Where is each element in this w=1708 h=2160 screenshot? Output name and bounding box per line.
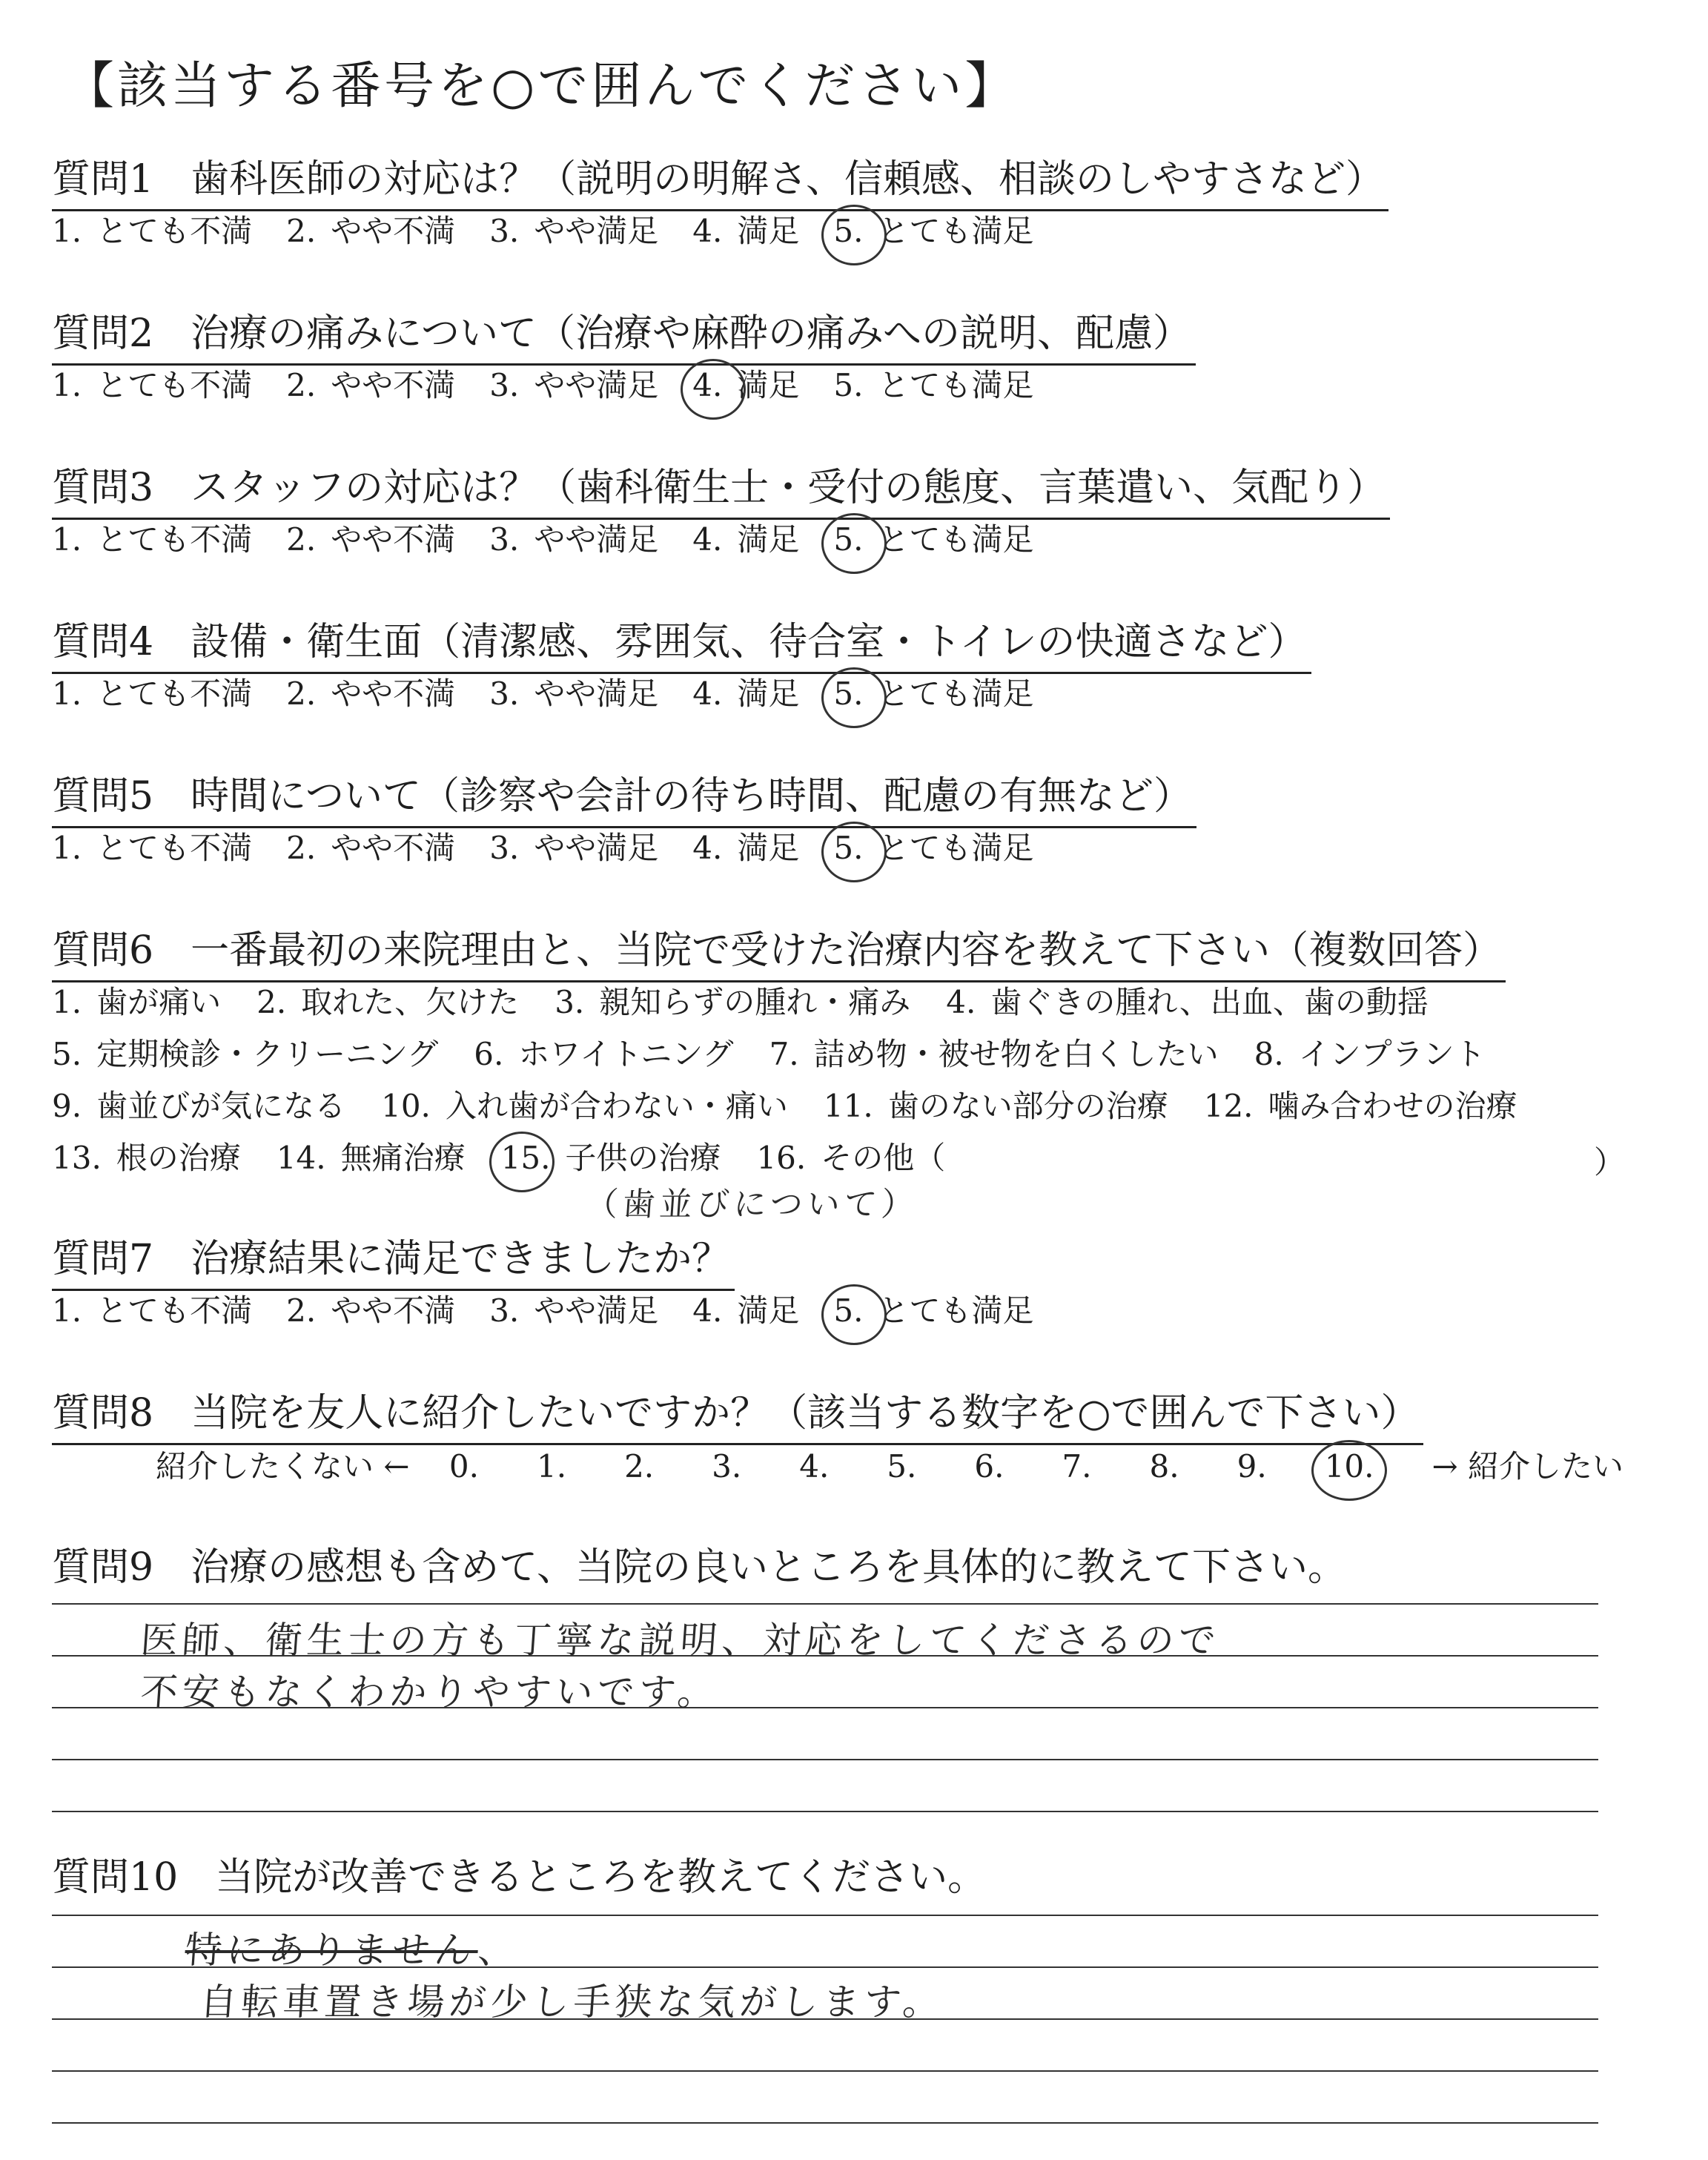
- option-number: 4.: [692, 830, 723, 866]
- question-5-heading: [52, 770, 1196, 828]
- reason-option: [52, 1137, 241, 1179]
- scale-option-3: [489, 1290, 658, 1332]
- option-label: やや不満: [331, 830, 456, 866]
- option-label: 親知らずの腫れ・痛み: [599, 984, 911, 1020]
- scale-option-4-circled: [692, 365, 799, 406]
- answer-line: [52, 1915, 1598, 1916]
- option-label: 入れ歯が合わない・痛い: [445, 1088, 788, 1124]
- option-label: とても満足: [878, 367, 1034, 403]
- scale-number-4: [799, 1446, 844, 1487]
- option-number: 13.: [52, 1140, 102, 1176]
- scale-number-7: [1062, 1446, 1106, 1487]
- option-label: 歯並びが気になる: [96, 1088, 346, 1124]
- option-number: 9.: [52, 1088, 82, 1124]
- option-label: 満足: [737, 521, 800, 558]
- option-label: やや不満: [331, 367, 456, 403]
- handwritten-answer-q9-line1: 医師、衛生士の方も丁寧な説明、対応をしてくださるので: [139, 1619, 1222, 1662]
- option-number: 2.: [624, 1448, 655, 1484]
- scale-number-1: [537, 1446, 581, 1487]
- option-label: とても不満: [96, 213, 253, 249]
- answer-line: [52, 1707, 1598, 1708]
- option-label: 歯が痛い: [96, 984, 222, 1020]
- reason-option: [52, 982, 221, 1023]
- reason-option: [1204, 1086, 1517, 1127]
- option-number: 0.: [448, 1448, 479, 1484]
- question-number: 質問8: [52, 1391, 154, 1436]
- option-number: 1.: [52, 830, 82, 866]
- question-text: 治療の痛みについて（治療や麻酔の痛みへの説明、配慮）: [191, 311, 1192, 356]
- option-number: 2.: [286, 521, 317, 558]
- handwritten-answer-q10-line2: 自転車置き場が少し手狭な気がします。: [198, 1981, 946, 2024]
- option-label: 噛み合わせの治療: [1268, 1088, 1517, 1124]
- option-number: 5.: [833, 519, 863, 561]
- option-label: ホワイトニング: [518, 1036, 734, 1072]
- option-number: 2.: [256, 984, 287, 1020]
- option-number: 5.: [833, 211, 863, 252]
- option-number: 3.: [489, 830, 520, 866]
- option-number: 5.: [887, 1448, 917, 1484]
- option-number: 3.: [489, 213, 520, 249]
- option-label: とても不満: [96, 1292, 253, 1329]
- scale-option-5: [833, 365, 1033, 406]
- question-number: 質問3: [52, 466, 154, 510]
- option-number: 2.: [286, 1292, 317, 1329]
- question-7-options: [52, 1290, 1068, 1332]
- reason-option: [946, 982, 1429, 1023]
- reason-option: [256, 982, 519, 1023]
- scale-option-4: [692, 519, 799, 561]
- instruction-title: 【該当する番号を○で囲んでください】: [64, 57, 1019, 116]
- option-number: 9.: [1237, 1448, 1267, 1484]
- reason-option-circled: [501, 1137, 721, 1179]
- struck-tail: 、: [476, 1929, 521, 1972]
- option-number: 4.: [799, 1448, 830, 1484]
- option-label: 子供の治療: [565, 1140, 721, 1176]
- option-number: 5.: [833, 673, 863, 715]
- scale-option-4: [692, 1290, 799, 1332]
- question-6-options-row-4: [52, 1137, 981, 1179]
- scale-option-2: [286, 211, 455, 252]
- scale-left-label: 紹介したくない ←: [156, 1448, 410, 1484]
- option-number: 4.: [692, 676, 723, 712]
- question-5-options: [52, 828, 1068, 869]
- answer-line: [52, 1655, 1598, 1657]
- option-label: 満足: [737, 213, 800, 249]
- option-label: やや満足: [534, 367, 659, 403]
- question-6-options-row-2: [52, 1034, 1521, 1075]
- option-label: とても不満: [96, 830, 253, 866]
- option-label: やや満足: [534, 1292, 659, 1329]
- question-3-heading: [52, 461, 1390, 520]
- question-1-heading: [52, 153, 1388, 211]
- scale-option-1: [52, 211, 252, 252]
- scale-option-4: [692, 673, 799, 715]
- reason-option: [1254, 1034, 1486, 1075]
- option-label: とても満足: [878, 1292, 1034, 1329]
- option-number: 1.: [52, 367, 82, 403]
- scale-number-9: [1237, 1446, 1282, 1487]
- question-1-options: [52, 211, 1068, 252]
- handwritten-note-q6: （歯並びについて）: [583, 1186, 920, 1223]
- option-number: 6.: [474, 1036, 504, 1072]
- other-close-paren: ）: [1594, 1144, 1626, 1180]
- reason-option: [474, 1034, 733, 1075]
- scale-option-1: [52, 519, 252, 561]
- question-number: 質問2: [52, 311, 154, 356]
- reason-option: [277, 1137, 466, 1179]
- option-label: とても不満: [96, 367, 253, 403]
- scale-option-3: [489, 828, 658, 869]
- option-number: 3.: [489, 367, 520, 403]
- scale-option-5-circled: [833, 519, 1033, 561]
- handwritten-answer-q9-line2: 不安もなくわかりやすいです。: [139, 1671, 721, 1714]
- option-label: やや不満: [331, 521, 456, 558]
- option-number: 3.: [712, 1448, 742, 1484]
- question-number: 質問7: [52, 1237, 154, 1281]
- question-8-heading: [52, 1387, 1423, 1445]
- scale-number-8: [1150, 1446, 1194, 1487]
- scale-option-3: [489, 519, 658, 561]
- question-4-heading: [52, 615, 1311, 674]
- option-number: 3.: [489, 676, 520, 712]
- question-text: 当院が改善できるところを教えてください。: [215, 1855, 987, 1900]
- scale-number-5: [887, 1446, 931, 1487]
- option-label: やや不満: [331, 676, 456, 712]
- option-number: 2.: [286, 367, 317, 403]
- question-10-heading: [52, 1851, 990, 1907]
- option-number: 15.: [501, 1137, 551, 1179]
- question-text: スタッフの対応は？（歯科衛生士・受付の態度、言葉遣い、気配り）: [191, 466, 1386, 510]
- scale-number-2: [624, 1446, 669, 1487]
- option-label: 満足: [737, 367, 800, 403]
- option-number: 2.: [286, 213, 317, 249]
- question-number: 質問5: [52, 774, 154, 819]
- option-label: 詰め物・被せ物を白くしたい: [813, 1036, 1219, 1072]
- scale-option-2: [286, 673, 455, 715]
- option-label: その他（: [821, 1140, 946, 1176]
- option-number: 1.: [52, 521, 82, 558]
- option-number: 7.: [1062, 1448, 1092, 1484]
- question-7-heading: [52, 1232, 735, 1291]
- option-label: やや不満: [331, 1292, 456, 1329]
- option-number: 10.: [1325, 1446, 1374, 1487]
- scale-option-5-circled: [833, 1290, 1033, 1332]
- question-8-scale: [156, 1446, 1666, 1487]
- option-label: とても不満: [96, 521, 253, 558]
- option-number: 4.: [946, 984, 976, 1020]
- question-6-options-row-1: [52, 982, 1464, 1023]
- option-label: 満足: [737, 830, 800, 866]
- option-label: 満足: [737, 676, 800, 712]
- answer-line: [52, 2070, 1598, 2072]
- option-number: 3.: [489, 521, 520, 558]
- question-4-options: [52, 673, 1068, 715]
- option-label: やや満足: [534, 676, 659, 712]
- option-label: やや満足: [534, 213, 659, 249]
- scale-option-2: [286, 365, 455, 406]
- scale-option-1: [52, 365, 252, 406]
- scale-option-2: [286, 519, 455, 561]
- question-text: 治療結果に満足できましたか？: [191, 1237, 731, 1281]
- option-number: 2.: [286, 830, 317, 866]
- option-number: 5.: [52, 1036, 82, 1072]
- question-6-heading: [52, 924, 1506, 982]
- option-number: 11.: [823, 1088, 873, 1124]
- option-number: 16.: [756, 1140, 807, 1176]
- option-label: とても不満: [96, 676, 253, 712]
- question-number: 質問1: [52, 157, 154, 202]
- option-number: 5.: [833, 1290, 863, 1332]
- option-label: インプラント: [1298, 1036, 1486, 1072]
- option-number: 1.: [52, 984, 82, 1020]
- option-label: やや満足: [534, 521, 659, 558]
- option-number: 14.: [276, 1140, 326, 1176]
- option-number: 7.: [769, 1036, 799, 1072]
- scale-option-5-circled: [833, 828, 1033, 869]
- scale-option-1: [52, 1290, 252, 1332]
- question-9-heading: [52, 1541, 1351, 1597]
- answer-line: [52, 1759, 1598, 1760]
- scale-option-4: [692, 211, 799, 252]
- answer-line: [52, 2122, 1598, 2124]
- scale-number-10-circled: [1325, 1446, 1389, 1487]
- question-number: 質問10: [52, 1855, 179, 1900]
- option-number: 4.: [692, 521, 723, 558]
- option-number: 8.: [1149, 1448, 1179, 1484]
- option-label: やや満足: [534, 830, 659, 866]
- option-label: とても満足: [878, 213, 1034, 249]
- scale-option-5-circled: [833, 673, 1033, 715]
- option-label: 無痛治療: [340, 1140, 466, 1176]
- option-number: 12.: [1203, 1088, 1254, 1124]
- reason-option: [769, 1034, 1219, 1075]
- option-label: とても満足: [878, 521, 1034, 558]
- option-label: 歯ぐきの腫れ、出血、歯の動揺: [990, 984, 1429, 1020]
- option-number: 3.: [555, 984, 585, 1020]
- question-text: 一番最初の来院理由と、当院で受けた治療内容を教えて下さい（複数回答）: [191, 928, 1502, 973]
- scale-option-3: [489, 673, 658, 715]
- option-label: 歯のない部分の治療: [887, 1088, 1168, 1124]
- question-number: 質問6: [52, 928, 154, 973]
- question-2-options: [52, 365, 1068, 406]
- option-label: 満足: [737, 1292, 800, 1329]
- scale-number-0: [449, 1446, 494, 1487]
- reason-option: [824, 1086, 1168, 1127]
- scale-number-6: [974, 1446, 1019, 1487]
- scale-option-1: [52, 673, 252, 715]
- option-number: 4.: [692, 1292, 723, 1329]
- answer-line: [52, 1603, 1598, 1605]
- reason-option: [555, 982, 910, 1023]
- option-number: 4.: [692, 213, 723, 249]
- option-number: 2.: [286, 676, 317, 712]
- option-number: 6.: [974, 1448, 1004, 1484]
- scale-option-2: [286, 1290, 455, 1332]
- question-text: 時間について（診察や会計の待ち時間、配慮の有無など）: [191, 774, 1193, 819]
- question-2-heading: [52, 307, 1196, 366]
- question-text: 設備・衛生面（清潔感、雰囲気、待合室・トイレの快適さなど）: [191, 620, 1307, 664]
- answer-line: [52, 2018, 1598, 2020]
- reason-option: [381, 1086, 788, 1127]
- question-text: 当院を友人に紹介したいですか？（該当する数字を○で囲んで下さい）: [191, 1391, 1420, 1436]
- option-label: とても満足: [878, 676, 1034, 712]
- option-number: 1.: [52, 213, 82, 249]
- option-number: 8.: [1254, 1036, 1284, 1072]
- question-number: 質問9: [52, 1545, 154, 1590]
- answer-line: [52, 1811, 1598, 1812]
- question-3-options: [52, 519, 1068, 561]
- option-label: とても満足: [878, 830, 1034, 866]
- reason-option: [52, 1086, 345, 1127]
- option-number: 10.: [381, 1088, 431, 1124]
- scale-option-4: [692, 828, 799, 869]
- option-number: 5.: [833, 367, 864, 403]
- option-label: 根の治療: [116, 1140, 241, 1176]
- option-number: 1.: [536, 1448, 567, 1484]
- question-text: 治療の感想も含めて、当院の良いところを具体的に教えて下さい。: [191, 1545, 1347, 1590]
- reason-option: [52, 1034, 438, 1075]
- option-number: 1.: [52, 1292, 82, 1329]
- scale-option-3: [489, 365, 658, 406]
- scale-number-3: [712, 1446, 756, 1487]
- scale-option-3: [489, 211, 658, 252]
- option-number: 3.: [489, 1292, 520, 1329]
- scale-right-label: → 紹介したい: [1431, 1448, 1624, 1484]
- option-number: 4.: [692, 365, 722, 406]
- question-6-options-row-3: [52, 1086, 1553, 1127]
- struck-text: 特にありません: [183, 1929, 480, 1972]
- option-number: 5.: [833, 828, 863, 869]
- reason-option: [756, 1137, 945, 1179]
- scale-option-5-circled: [833, 211, 1033, 252]
- option-label: やや不満: [331, 213, 456, 249]
- scale-option-1: [52, 828, 252, 869]
- question-number: 質問4: [52, 620, 154, 664]
- option-label: 定期検診・クリーニング: [96, 1036, 439, 1072]
- option-number: 1.: [52, 676, 82, 712]
- scale-option-2: [286, 828, 455, 869]
- option-label: 取れた、欠けた: [301, 984, 520, 1020]
- answer-line: [52, 1966, 1598, 1968]
- question-text: 歯科医師の対応は？（説明の明解さ、信頼感、相談のしやすさなど）: [191, 157, 1385, 202]
